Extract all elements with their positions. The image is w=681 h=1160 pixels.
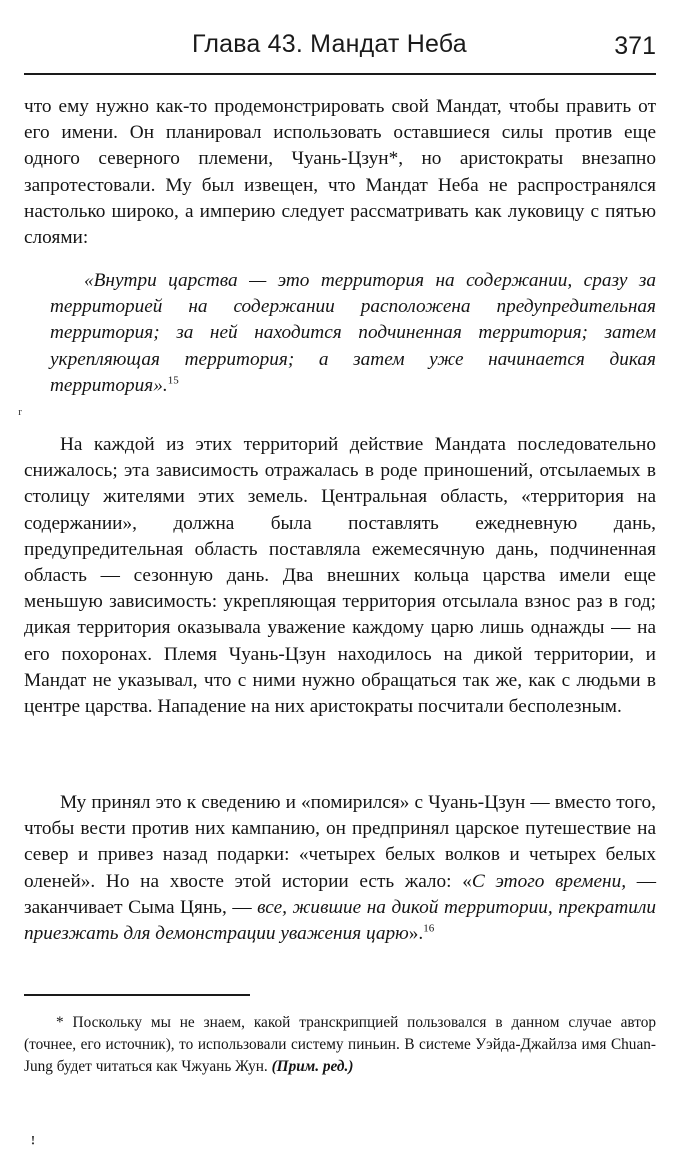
chapter-title: Глава 43. Мандат Неба xyxy=(192,30,467,58)
footnote-rule xyxy=(24,994,250,996)
footnote xyxy=(24,1012,656,1078)
footnote-editor-note: (Прим. ред.) xyxy=(271,1058,354,1075)
paragraph-3-start: Му принял это к сведению и «помирился» с Чуань-Цзун — вместо того, чтобы вести против них кампанию, он предпринял царское путешествие на север и привез назад подарки: «четырех белых волков и четырех белых оленей». Но на хвосте этой истории есть жало: « xyxy=(24,792,656,892)
footnote-text: * Поскольку мы не знаем, какой транскрипцией пользовался в данном случае автор (точнее, его источник), то использовали систему пиньин. В системе Уэйда-Джайлза имя Chuan-Jung будет читаться как Чжуань Жун. xyxy=(24,1014,656,1075)
paragraph-3-footnote-ref: 16 xyxy=(423,922,435,935)
paragraph-3-italic-2: все, жившие на дикой территории, прекратили приезжать для демонстрации уважения царю xyxy=(24,896,656,945)
header-rule xyxy=(24,73,656,75)
paragraph-3-italic-1: С этого времени, xyxy=(471,870,627,892)
scan-mark: ʳ xyxy=(18,404,22,424)
body-paragraph-2: На каждой из этих территорий действие Мандата последовательно снижалось; эта зависимость отражалась в роде приношений, отсылаемых в столицу жителями этих земель. Центральная область, «территория на содержании», должна была поставлять ежедневную дань, предупредительная область поставляла ежемесячную дань, подчиненная область — сезонную дань. Два внешних кольца царства имели еще меньшую зависимость: укрепляющая территория отсылала взнос раз в год; дикая территория оказывала уважение каждому царю лишь однажды — на его похоронах. Племя Чуань-Цзун находилось на дикой территории, и Мандат не указывал, что с ними нужно обращаться так же, как с людьми в центре царства. Нападение на них аристократы посчитали бесполезным. xyxy=(24,434,656,718)
block-quote xyxy=(50,268,656,399)
paragraph-3-mid: — заканчивает Сыма Цянь, — xyxy=(24,870,657,918)
body-paragraph-1: что ему нужно как-то продемонстрировать свой Мандат, чтобы править от его имени. Он планировал использовать оставшиеся силы против еще одного северного племени, Чуань-Цзун*, но аристократы внезапно запротестовали. Му был извещен, что Мандат Неба не распространялся настолько широко, а империю следует рассматривать как луковицу с пятью слоями: xyxy=(24,96,656,249)
quote-footnote-ref: 15 xyxy=(167,374,179,387)
running-header xyxy=(24,30,656,70)
body-paragraph-3 xyxy=(24,790,656,947)
quote-text: «Внутри царства — это территория на содержании, сразу за территорией на содержании расположена предупредительная территория; за ней находится подчиненная территория; затем укрепляющая территория; а затем уже начинается дикая территория». xyxy=(50,270,656,396)
scan-mark-bottom: ꜝ xyxy=(30,1136,36,1156)
paragraph-3-end: ». xyxy=(408,923,424,945)
page-number: 371 xyxy=(614,32,656,60)
